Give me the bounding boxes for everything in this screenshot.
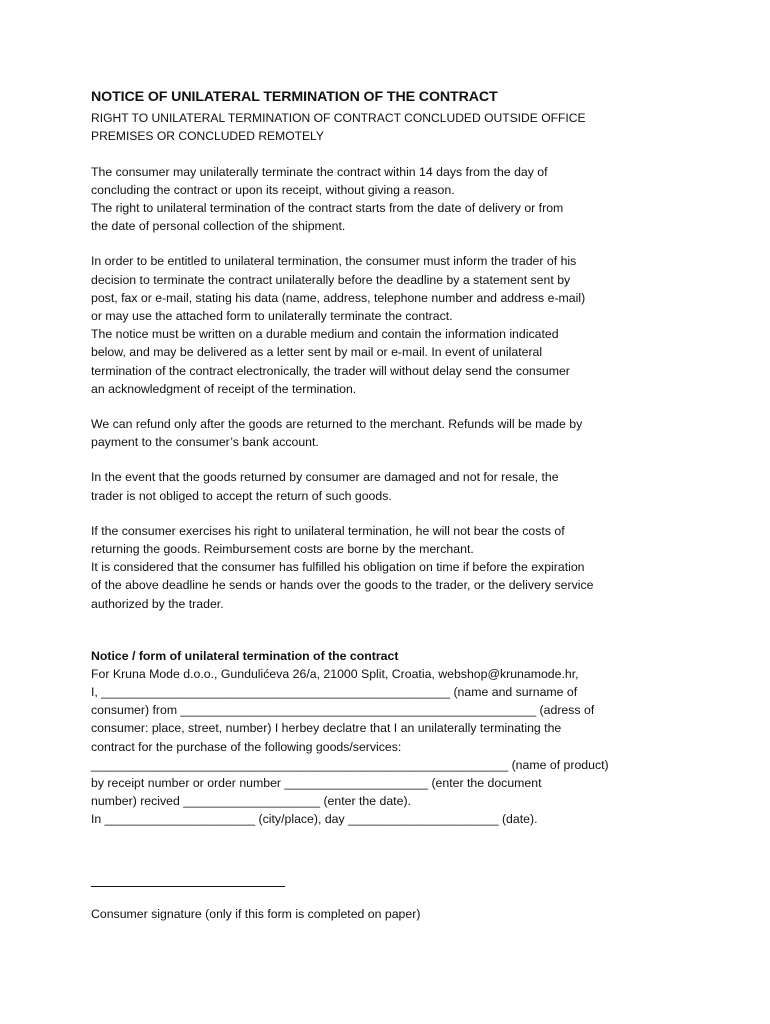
signature-line — [91, 886, 285, 887]
spacer — [91, 505, 681, 522]
paragraph-damaged-goods: In the event that the goods returned by consumer are damaged and not for resale, the trader is not obliged to accept the return of such goods. — [91, 470, 559, 503]
spacer — [91, 613, 681, 647]
form-heading: Notice / form of unilateral termination of the contract — [91, 648, 399, 663]
paragraph-entitlement: In order to be entitled to unilateral termination, the consumer must inform the trader of his decision to terminate the contract unilaterally before the deadline by a statement sent by post, fax or e-mail, stating his data (name, address, telephone number and address e-mail) or may use the attached form to unilaterally terminate the contract. The notice must be written on a durable medium and contain the information indicated below, and may be delivered as a letter sent by mail or e-mail. In event of unilateral termination of the contract electronically, the trader will without delay send the consumer an acknowledgment of receipt of the termination. — [91, 254, 586, 396]
form-body: For Kruna Mode d.o.o., Gundulićeva 26/a, 21000 Split, Croatia, webshop@krunamode.hr, I, ___________________________________________________ (name and surname of consumer) from ____________________________________________________ (adress of consumer: place, street, number) I herbey declatre that I an unilaterally terminating the contract for the purchase of the following goods/services: _____________________________________________________________ (name of product) by receipt number or order number _____________________ (enter the document number) recived ____________________ (enter the date). In ______________________ (city/place), day ______________________ (date). — [91, 666, 609, 827]
spacer — [91, 235, 681, 252]
spacer — [91, 451, 681, 468]
paragraph-return-costs: If the consumer exercises his right to unilateral termination, he will not bear the costs of returning the goods. Reimbursement costs are borne by the merchant. It is considered that the consumer has fulfilled his obligation on time if before the expiration of the above deadline he sends or hands over the goods to the trader, or the delivery service authorized by the trader. — [91, 523, 594, 611]
spacer — [91, 398, 681, 415]
spacer — [91, 145, 681, 163]
document-subtitle: RIGHT TO UNILATERAL TERMINATION OF CONTRACT CONCLUDED OUTSIDE OFFICE PREMISES OR CONCLUDED REMOTELY — [91, 111, 586, 143]
paragraph-termination-right: The consumer may unilaterally terminate the contract within 14 days from the day of concluding the contract or upon its receipt, without giving a reason. The right to unilateral termination of the contract starts from the date of delivery or from the date of personal collection of the shipment. — [91, 164, 564, 234]
signature-caption: Consumer signature (only if this form is completed on paper) — [91, 907, 421, 921]
document-title: NOTICE OF UNILATERAL TERMINATION OF THE CONTRACT — [91, 89, 498, 105]
paragraph-refund: We can refund only after the goods are returned to the merchant. Refunds will be made by payment to the consumer’s bank account. — [91, 417, 583, 450]
document-page — [91, 88, 681, 829]
